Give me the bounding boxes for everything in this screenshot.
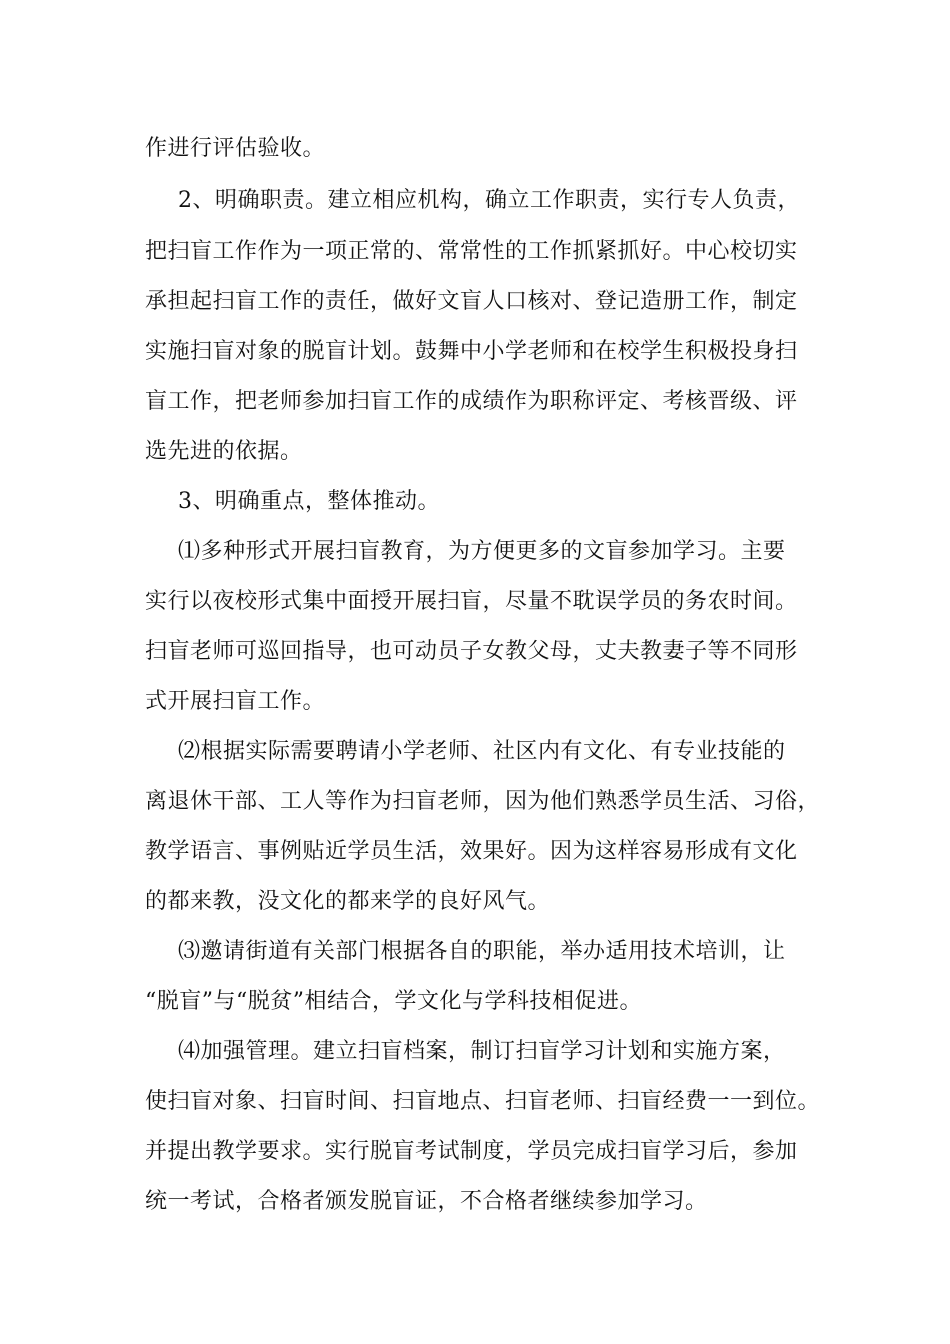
text-line: ⑶邀请街道有关部门根据各自的职能，举办适用技术培训，让 [178,939,786,964]
text-line: 2、明确职责。建立相应机构，确立工作职责，实行专人负责， [178,188,800,213]
text-line: 的都来教，没文化的都来学的良好风气。 [145,889,551,914]
text-line: 3、明确重点，整体推动。 [178,489,440,514]
text-line: 使扫盲对象、扫盲时间、扫盲地点、扫盲老师、扫盲经费一一到位。 [145,1089,821,1114]
text-line: 承担起扫盲工作的责任，做好文盲人口核对、登记造册工作，制定 [145,289,798,314]
text-line: 选先进的依据。 [145,439,303,464]
text-line: 并提出教学要求。实行脱盲考试制度，学员完成扫盲学习后，参加 [145,1139,798,1164]
text-line: 把扫盲工作作为一项正常的、常常性的工作抓紧抓好。中心校切实 [145,239,798,264]
text-line: 式开展扫盲工作。 [145,689,326,714]
text-line: “脱盲”与“脱贫”相结合，学文化与学科技相促进。 [145,989,642,1014]
text-line: 作进行评估验收。 [145,136,326,161]
text-line: 统一考试，合格者颁发脱盲证，不合格者继续参加学习。 [145,1189,708,1214]
text-line: 盲工作，把老师参加扫盲工作的成绩作为职称评定、考核晋级、评 [145,389,798,414]
text-line: 离退休干部、工人等作为扫盲老师，因为他们熟悉学员生活、习俗， [145,789,821,814]
text-line: ⑷加强管理。建立扫盲档案，制订扫盲学习计划和实施方案， [178,1039,786,1064]
text-line: ⑵根据实际需要聘请小学老师、社区内有文化、有专业技能的 [178,739,786,764]
text-line: 教学语言、事例贴近学员生活，效果好。因为这样容易形成有文化 [145,839,798,864]
text-line: 实行以夜校形式集中面授开展扫盲，尽量不耽误学员的务农时间。 [145,589,798,614]
text-line: ⑴多种形式开展扫盲教育，为方便更多的文盲参加学习。主要 [178,539,786,564]
text-line: 扫盲老师可巡回指导，也可动员子女教父母，丈夫教妻子等不同形 [145,639,798,664]
text-line: 实施扫盲对象的脱盲计划。鼓舞中小学老师和在校学生积极投身扫 [145,339,798,364]
